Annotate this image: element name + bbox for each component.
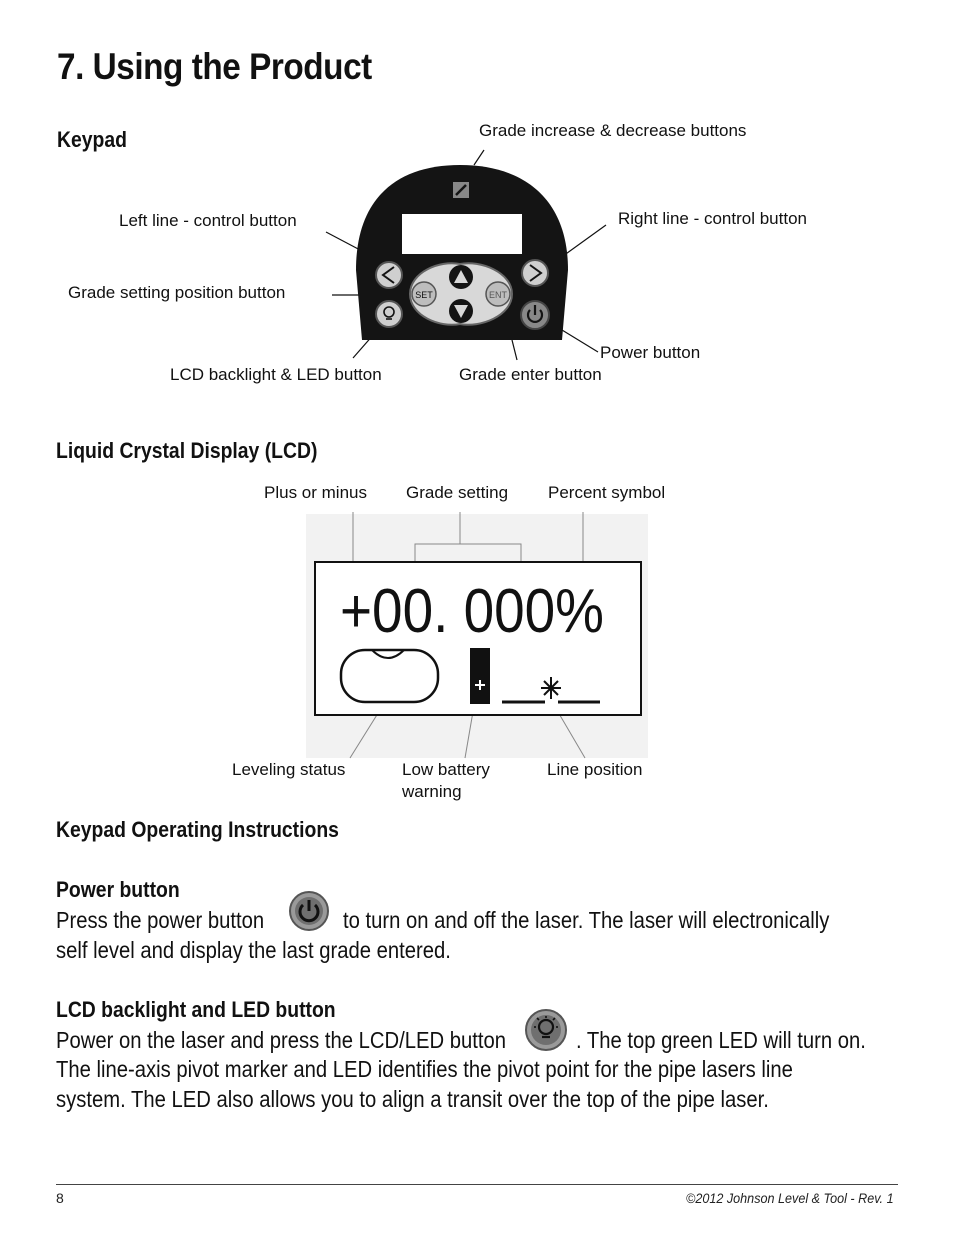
callout-power: Power button (600, 343, 701, 362)
footer-rule (56, 1184, 898, 1185)
backlight-text-1b: . The top green LED will turn on. (576, 1027, 866, 1053)
power-inline-icon (288, 890, 330, 932)
backlight-text-3: system. The LED also allows you to align a transit over the top of the pipe laser. (56, 1086, 769, 1112)
left-line-button[interactable] (376, 262, 402, 288)
backlight-text-1a: Power on the laser and press the LCD/LED button (56, 1027, 507, 1053)
grade-enter-button[interactable] (486, 282, 510, 306)
power-heading: Power button (56, 877, 180, 902)
grade-decrease-button[interactable] (449, 299, 473, 323)
grade-increase-button[interactable] (449, 265, 473, 289)
callout-low-battery-2: warning (402, 782, 462, 801)
power-button[interactable] (521, 301, 549, 329)
callout-backlight: LCD backlight & LED button (170, 365, 382, 384)
page-number: 8 (56, 1190, 64, 1206)
callout-grade-buttons: Grade increase & decrease buttons (479, 121, 747, 140)
callout-left-line: Left line - control button (119, 211, 297, 230)
keypad-lcd-window (402, 214, 522, 254)
ent-button-label: ENT (489, 290, 507, 300)
backlight-button[interactable] (376, 301, 402, 327)
callout-percent: Percent symbol (548, 483, 666, 502)
lcd-readout: +00. 000% (340, 577, 604, 646)
right-line-button[interactable] (522, 260, 548, 286)
lcd-diagram (0, 500, 954, 770)
backlight-text-2: The line-axis pivot marker and LED identifies the pivot point for the pipe lasers line (56, 1056, 793, 1082)
power-text-1a: Press the power button (56, 907, 265, 933)
callout-grade-setting: Grade setting (406, 483, 509, 502)
callout-grade-position: Grade setting position button (68, 283, 286, 302)
callout-grade-enter: Grade enter button (459, 365, 602, 384)
callout-plus-minus: Plus or minus (264, 483, 367, 502)
set-button-label: SET (415, 290, 433, 300)
copyright: ©2012 Johnson Level & Tool - Rev. 1 (686, 1190, 894, 1206)
callout-right-line: Right line - control button (618, 209, 807, 228)
callout-low-battery: Low battery (402, 760, 490, 779)
set-button[interactable] (412, 282, 436, 306)
power-text-2: self level and display the last grade entered. (56, 937, 451, 963)
callout-leveling: Leveling status (232, 760, 346, 779)
keypad-diagram (0, 0, 954, 420)
battery-icon (470, 648, 490, 704)
page-title: 7. Using the Product (57, 46, 372, 87)
lcd-heading: Liquid Crystal Display (LCD) (56, 438, 318, 463)
power-text-1b: to turn on and off the laser. The laser will electronically (343, 907, 830, 933)
backlight-inline-icon (524, 1008, 568, 1052)
backlight-heading: LCD backlight and LED button (56, 997, 336, 1022)
instructions-heading: Keypad Operating Instructions (56, 817, 339, 842)
callout-line-position: Line position (547, 760, 643, 779)
keypad-heading: Keypad (57, 127, 127, 152)
